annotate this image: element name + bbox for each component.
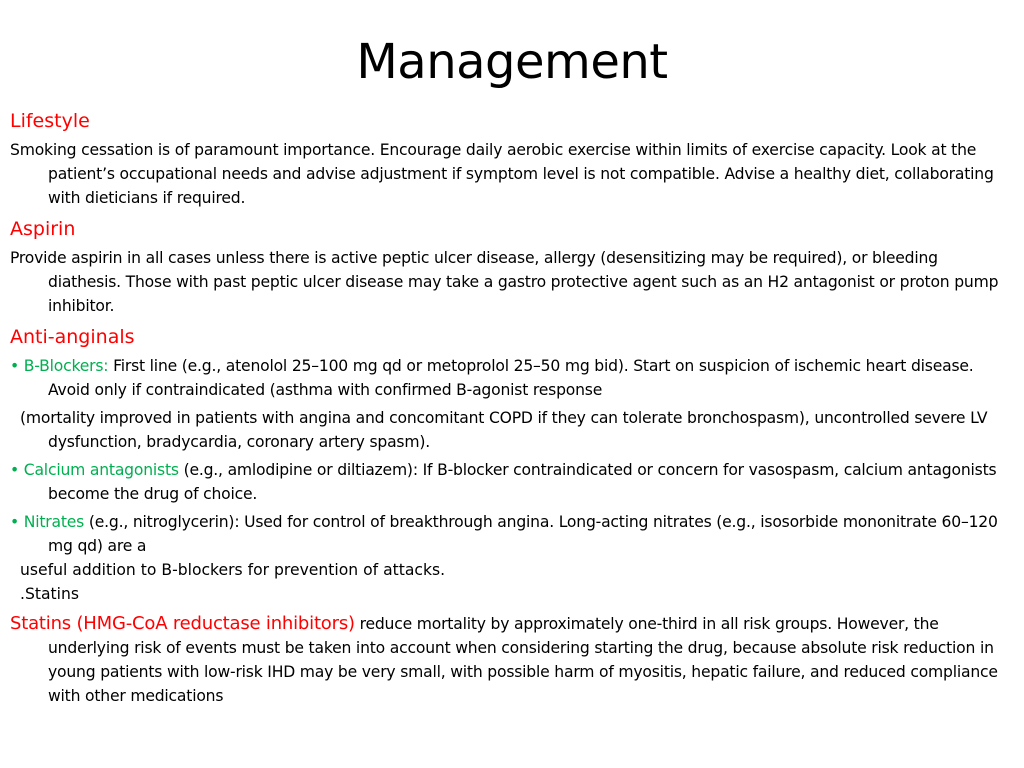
aspirin-heading: Aspirin — [10, 218, 76, 240]
lifestyle-heading: Lifestyle — [10, 110, 90, 132]
calcium-item — [10, 458, 1010, 506]
slide-title: Management — [356, 34, 668, 90]
nitrates-item — [10, 510, 1010, 558]
nitrates-continuation: useful addition to B-blockers for prevention of attacks. — [20, 561, 446, 579]
nitrates-text: (e.g., nitroglycerin): Used for control of breakthrough angina. Long-acting nitrates (e.g., isosorbide mononitrate 60–120 mg qd) are a — [48, 513, 998, 555]
calcium-label: Calcium antagonists — [23, 461, 179, 479]
calcium-bullet: • — [10, 461, 24, 479]
nitrates-bullet: • — [10, 513, 24, 531]
statins-label: Statins (HMG-CoA reductase inhibitors) — [10, 613, 355, 634]
aspirin-text: Provide aspirin in all cases unless there is active peptic ulcer disease, allergy (desensitizing may be required), or bleeding diathesis. Those with past peptic ulcer disease may take a gastro protective agent such as an H2 antagonist or proton pump inhibitor. — [10, 249, 999, 315]
nitrates-label: Nitrates — [23, 513, 85, 531]
nitrates-trailing: .Statins — [20, 585, 79, 603]
statins-item — [10, 612, 1010, 708]
calcium-text: (e.g., amlodipine or diltiazem): If B-blocker contraindicated or concern for vasospasm, calcium antagonists become the drug of choice. — [48, 461, 997, 503]
bblockers-bullet: • — [10, 357, 24, 375]
slide-content — [10, 108, 1010, 708]
statins-text: reduce mortality by approximately one-third in all risk groups. However, the underlying risk of events must be taken into account when considering starting the drug, because absolute risk reduction in young patients with low-risk IHD may be very small, with possible harm of myositis, hepatic failure, and reduced compliance with other medications — [48, 615, 998, 705]
antianginals-heading: Anti-anginals — [10, 326, 135, 348]
lifestyle-text: Smoking cessation is of paramount importance. Encourage daily aerobic exercise within limits of exercise capacity. Look at the patient’s occupational needs and advise adjustment if symptom level is not compatible. Advise a healthy diet, collaborating with dieticians if required. — [10, 141, 994, 207]
bblockers-continuation: (mortality improved in patients with angina and concomitant COPD if they can tolerate bronchospasm), uncontrolled severe LV dysfunction, bradycardia, coronary artery spasm). — [20, 409, 988, 451]
bblockers-label: B-Blockers: — [23, 357, 109, 375]
bblockers-item — [10, 354, 1010, 402]
bblockers-text: First line (e.g., atenolol 25–100 mg qd or metoprolol 25–50 mg bid). Start on suspicion of ischemic heart disease. Avoid only if contraindicated (asthma with confirmed B-agonist response — [48, 357, 974, 399]
